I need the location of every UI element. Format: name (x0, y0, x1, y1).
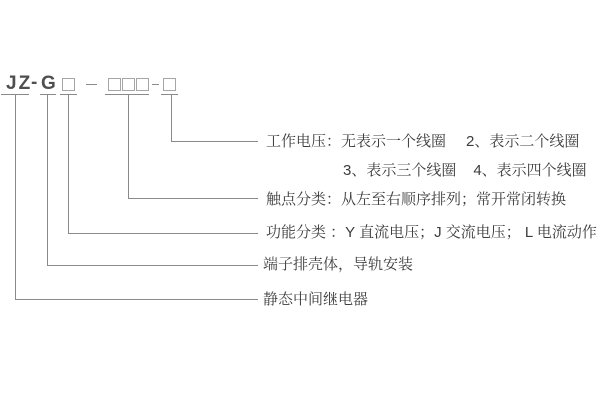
underline-g (40, 94, 56, 95)
leader-line-housing (47, 265, 258, 266)
connector-vertical-function (68, 95, 69, 233)
label-working-voltage-line1-right: 2、表示二个线圈 (466, 133, 580, 150)
leader-line-voltage (171, 141, 258, 142)
leader-line-relay (15, 299, 258, 300)
placeholder-box-contact-2 (122, 78, 135, 91)
placeholder-box-contact-3 (136, 78, 149, 91)
placeholder-box-contact-1 (108, 78, 121, 91)
model-code-letter-g: G (41, 73, 56, 94)
connector-vertical-housing (47, 95, 48, 265)
model-code-hyphen: - (31, 72, 38, 93)
label-working-voltage-line1-left: 工作电压：无表示一个线圈 (266, 133, 447, 150)
underline-box5 (161, 94, 178, 95)
placeholder-box-voltage (163, 78, 176, 91)
connector-vertical-contact (128, 95, 129, 198)
label-working-voltage-line2-right: 4、表示四个线圈 (473, 162, 587, 179)
underline-box-group (105, 94, 149, 95)
code-dash (152, 84, 159, 85)
label-working-voltage-line2-left: 3、表示三个线圈 (343, 162, 457, 179)
label-working-voltage-line1 (266, 134, 579, 150)
label-function-category: 功能分类 ：Y 直流电压；J 交流电压； L 电流动作 (266, 224, 597, 241)
code-dash (86, 84, 97, 85)
leader-line-function (68, 233, 258, 234)
label-working-voltage-line2 (343, 163, 587, 179)
label-relay-type: 静态中间继电器 (263, 291, 369, 308)
leader-line-contact (128, 198, 258, 199)
label-housing: 端子排壳体，导轨安装 (263, 256, 414, 273)
placeholder-box-function (62, 78, 75, 91)
label-contact-category: 触点分类：从左至右顺序排列；常开常闭转换 (266, 191, 567, 208)
connector-vertical-voltage (171, 95, 172, 141)
model-code-prefix: JZ (6, 73, 33, 94)
connector-vertical-relay (15, 95, 16, 299)
